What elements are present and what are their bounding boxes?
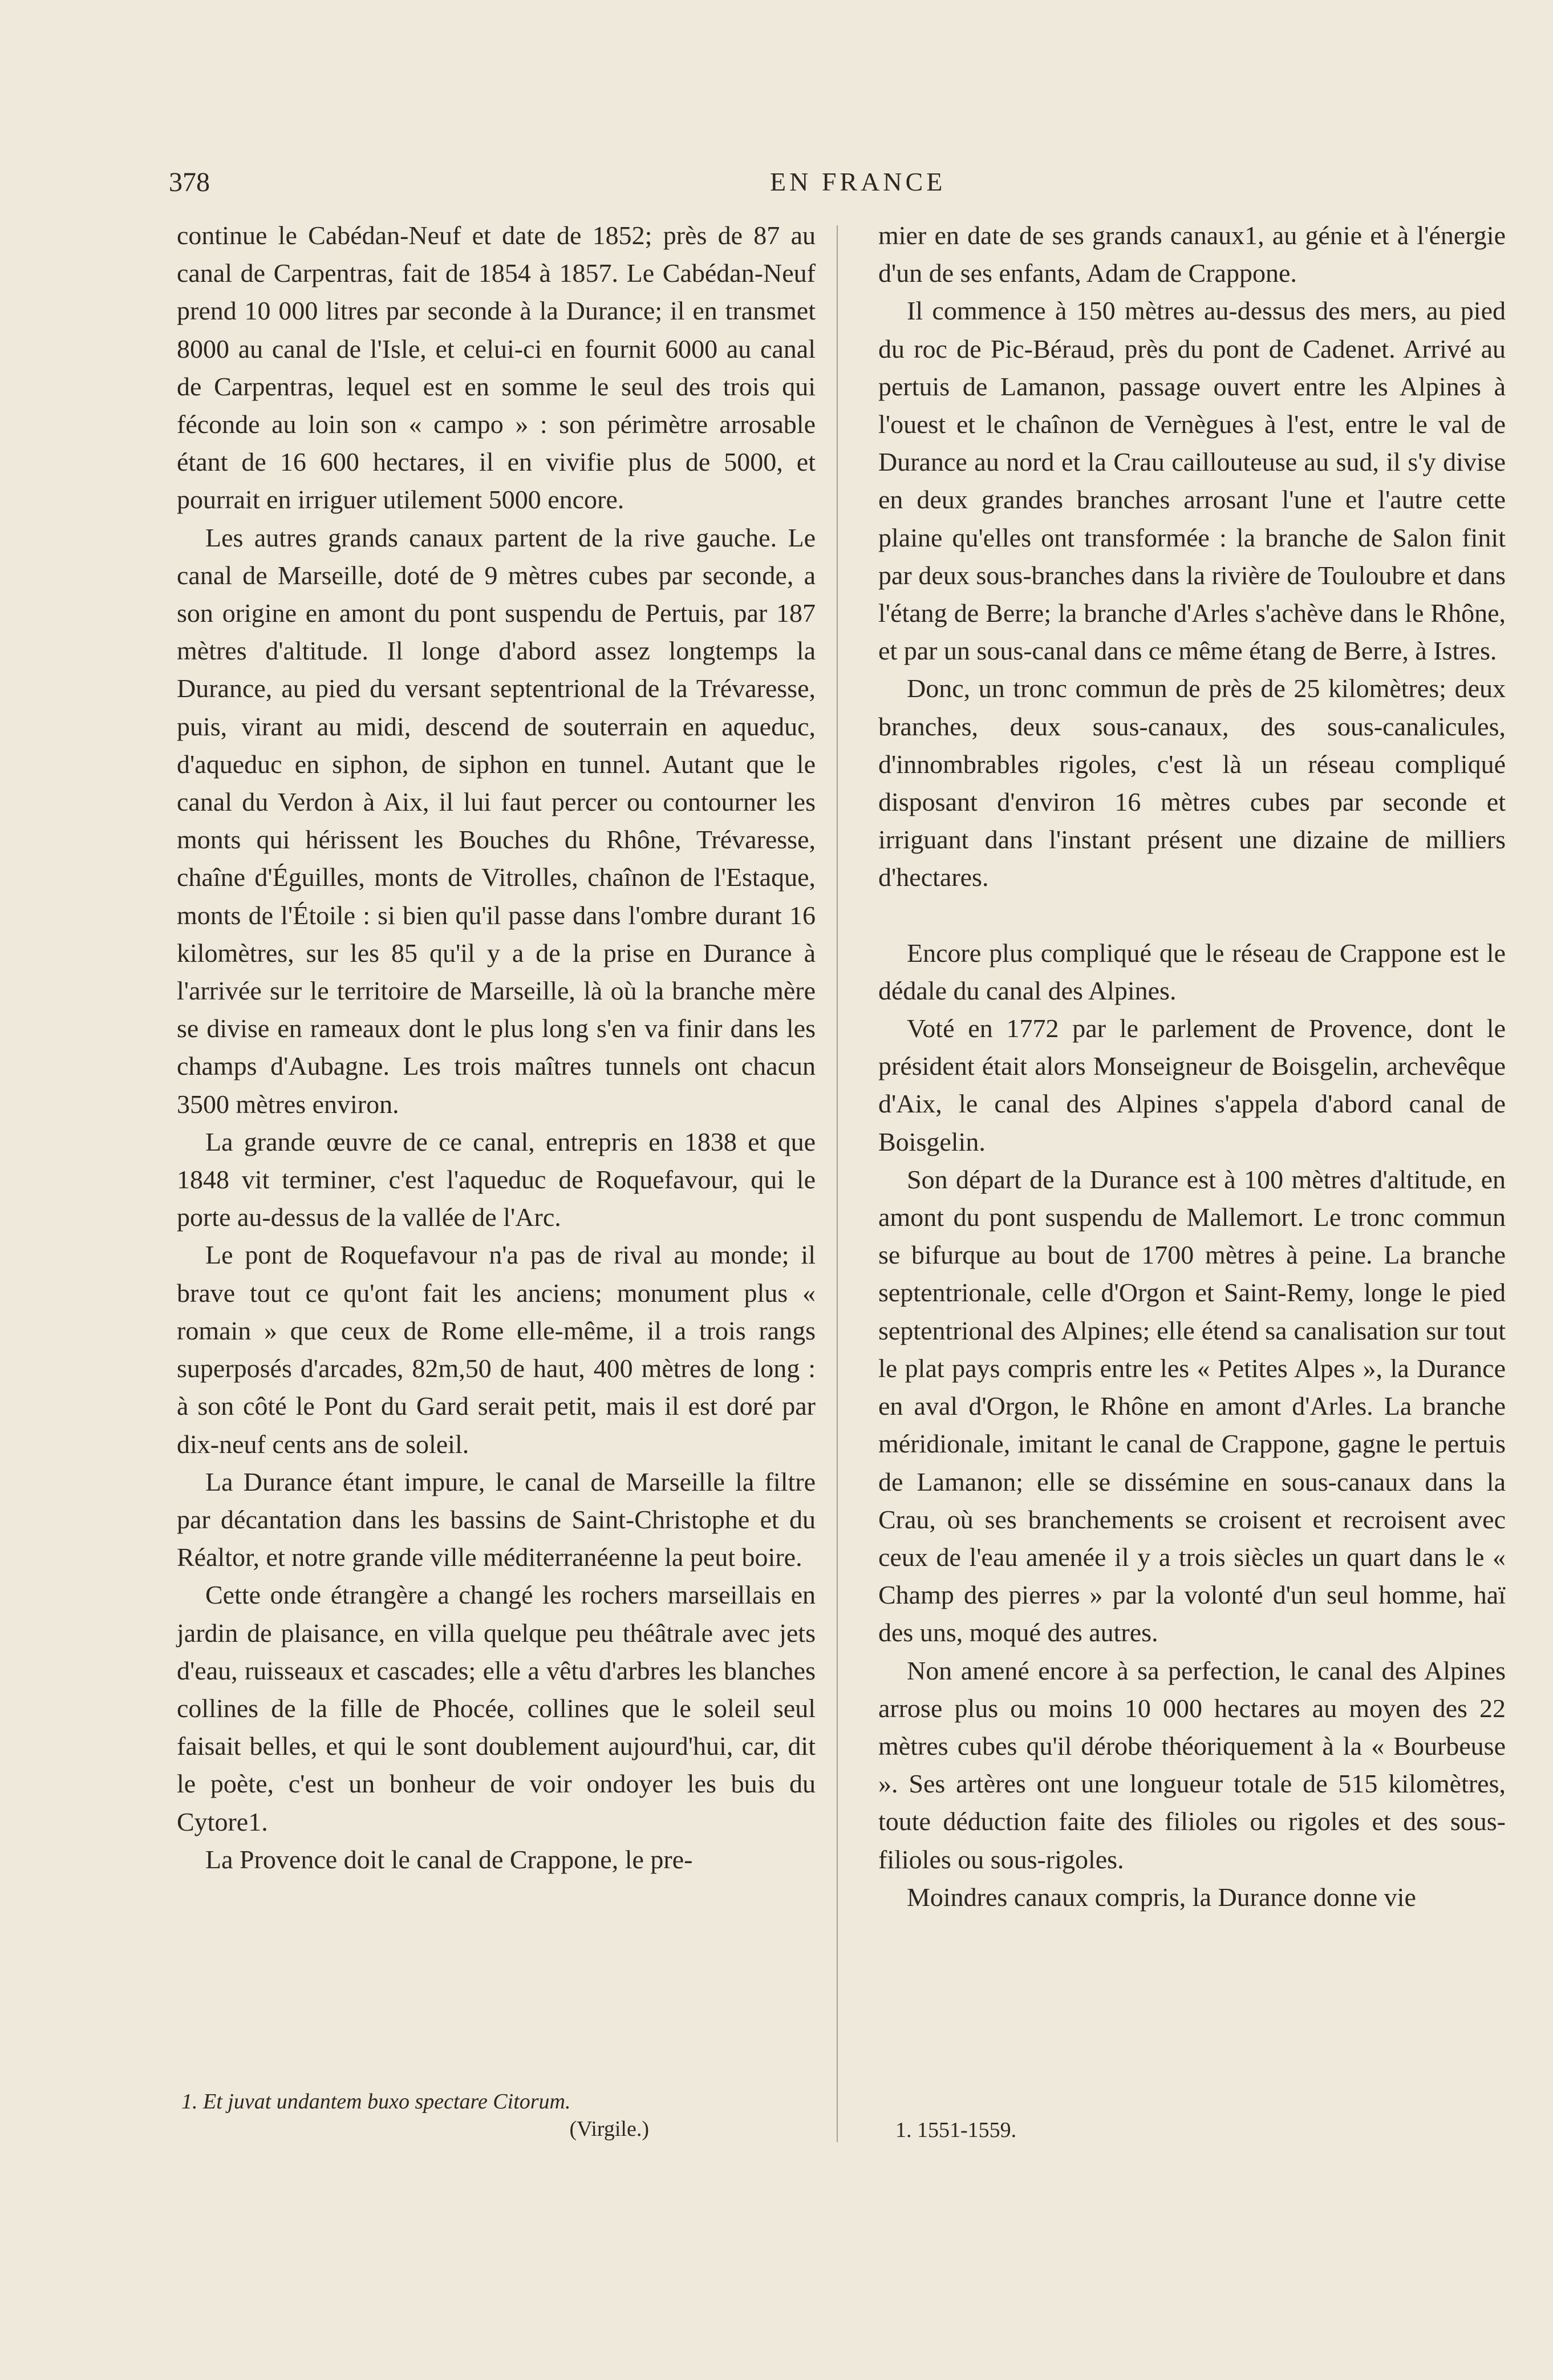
footnote-text: 1. Et juvat undantem buxo spectare Citorum.	[181, 2090, 571, 2114]
left-column	[177, 217, 816, 1879]
paragraph: Non amené encore à sa perfection, le canal des Alpines arrose plus ou moins 10 000 hectares au moyen des 22 mètres cubes qu'il dérobe théoriquement à la « Bourbeuse ». Ses artères ont une longueur totale de 515 kilomètres, toute déduction faite des filioles ou rigoles et des sous-filioles ou sous-rigoles.	[878, 1656, 1506, 1874]
page-number: 378	[169, 167, 210, 197]
paragraph: Son départ de la Durance est à 100 mètres d'altitude, en amont du pont suspendu de Mallemort. Le tronc commun se bifurque au bout de 1700 mètres à peine. La branche septentrionale, celle d'Orgon et Saint-Remy, longe le pied septentrional des Alpines; elle étend sa canalisation sur tout le plat pays compris entre les « Petites Alpes », la Durance en aval d'Orgon, le Rhône en amont d'Arles. La branche méridionale, imitant le canal de Crappone, gagne le pertuis de Lamanon; elle se dissémine en sous-canaux dans la Crau, où ses branchements se croisent et recroisent avec ceux de l'eau amenée il y a trois siècles un quart dans le « Champ des pierres » par la volonté d'un seul homme, haï des uns, moqué des autres.	[878, 1164, 1506, 1648]
paragraph: Les autres grands canaux partent de la rive gauche. Le canal de Marseille, doté de 9 mètres cubes par seconde, a son origine en amont du pont suspendu de Pertuis, par 187 mètres d'altitude. Il longe d'abord assez longtemps la Durance, au pied du versant septentrional de la Trévaresse, puis, virant au midi, descend de souterrain en aqueduc, d'aqueduc en siphon, de siphon en tunnel. Autant que le canal du Verdon à Aix, il lui faut percer ou contourner les monts qui hérissent les Bouches du Rhône, Trévaresse, chaîne d'Éguilles, monts de Vitrolles, chaînon de l'Estaque, monts de l'Étoile : si bien qu'il passe dans l'ombre durant 16 kilomètres, sur les 85 qu'il y a de la prise en Durance à l'arrivée sur le territoire de Marseille, là où la branche mère se divise en rameaux dont le plus long s'en va finir dans les champs d'Aubagne. Les trois maîtres tunnels ont chacun 3500 mètres environ.	[177, 523, 816, 1119]
footnote-source: (Virgile.)	[569, 2117, 649, 2141]
running-head: EN FRANCE	[770, 167, 946, 196]
paragraph: La grande œuvre de ce canal, entrepris en 1838 et que 1848 vit terminer, c'est l'aqueduc de Roquefavour, qui le porte au-dessus de la vallée de l'Arc.	[177, 1127, 816, 1232]
footnote-left	[181, 2088, 752, 2143]
paragraph: Encore plus compliqué que le réseau de Crappone est le dédale du canal des Alpines.	[878, 938, 1506, 1005]
paragraph: Il commence à 150 mètres au-dessus des mers, au pied du roc de Pic-Béraud, près du pont de Cadenet. Arrivé au pertuis de Lamanon, passage ouvert entre les Alpines à l'ouest et le chaînon de Vernègues à l'est, entre le val de Durance au nord et la Crau caillouteuse au sud, il s'y divise en deux grandes branches arrosant l'une et l'autre cette plaine qu'elles ont transformée : la branche de Salon finit par deux sous-branches dans la rivière de Touloubre et dans l'étang de Berre; la branche d'Arles s'achève dans le Rhône, et par un sous-canal dans ce même étang de Berre, à Istres.	[878, 296, 1506, 666]
right-column	[878, 217, 1506, 1916]
paragraph: La Provence doit le canal de Crappone, le pre-	[205, 1844, 693, 1874]
paragraph: Voté en 1772 par le parlement de Provence, dont le président était alors Monseigneur de Boisgelin, archevêque d'Aix, le canal des Alpines s'appela d'abord canal de Boisgelin.	[878, 1014, 1506, 1156]
paragraph: continue le Cabédan-Neuf et date de 1852; près de 87 au canal de Carpentras, fait de 1854 à 1857. Le Cabédan-Neuf prend 10 000 litres par seconde à la Durance; il en transmet 8000 au canal de l'Isle, et celui-ci en fournit 6000 au canal de Carpentras, lequel est en somme le seul des trois qui féconde au loin son « campo » : son périmètre arrosable étant de 16 600 hectares, il en vivifie plus de 5000, et pourrait en irriguer utilement 5000 encore.	[177, 221, 816, 515]
paragraph: Cette onde étrangère a changé les rochers marseillais en jardin de plaisance, en villa quelque peu théâtrale avec jets d'eau, ruisseaux et cascades; elle a vêtu d'arbres les blanches collines de la fille de Phocée, collines que le soleil seul faisait belles, et qui le sont doublement aujourd'hui, car, dit le poète, c'est un bonheur de voir ondoyer les buis du Cytore1.	[177, 1580, 816, 1836]
paragraph: La Durance étant impure, le canal de Marseille la filtre par décantation dans les bassins de Saint-Christophe et du Réaltor, et notre grande ville méditerranéenne la peut boire.	[177, 1467, 816, 1572]
paragraph: Moindres canaux compris, la Durance donne vie	[907, 1882, 1416, 1912]
column-divider	[837, 225, 838, 2142]
paragraph: Donc, un tronc commun de près de 25 kilomètres; deux branches, deux sous-canaux, des sous-canalicules, d'innombrables rigoles, c'est là un réseau compliqué disposant d'environ 16 mètres cubes par seconde et irriguant dans l'instant présent une dizaine de milliers d'hectares.	[878, 674, 1506, 892]
paragraph: mier en date de ses grands canaux1, au génie et à l'énergie d'un de ses enfants, Adam de Crappone.	[878, 221, 1506, 288]
footnote-right: 1. 1551-1559.	[895, 2118, 1017, 2142]
paragraph: Le pont de Roquefavour n'a pas de rival au monde; il brave tout ce qu'ont fait les anciens; monument plus « romain » que ceux de Rome elle-même, il a trois rangs superposés d'arcades, 82m,50 de haut, 400 mètres de long : à son côté le Pont du Gard serait petit, mais il est doré par dix-neuf cents ans de soleil.	[177, 1240, 816, 1459]
